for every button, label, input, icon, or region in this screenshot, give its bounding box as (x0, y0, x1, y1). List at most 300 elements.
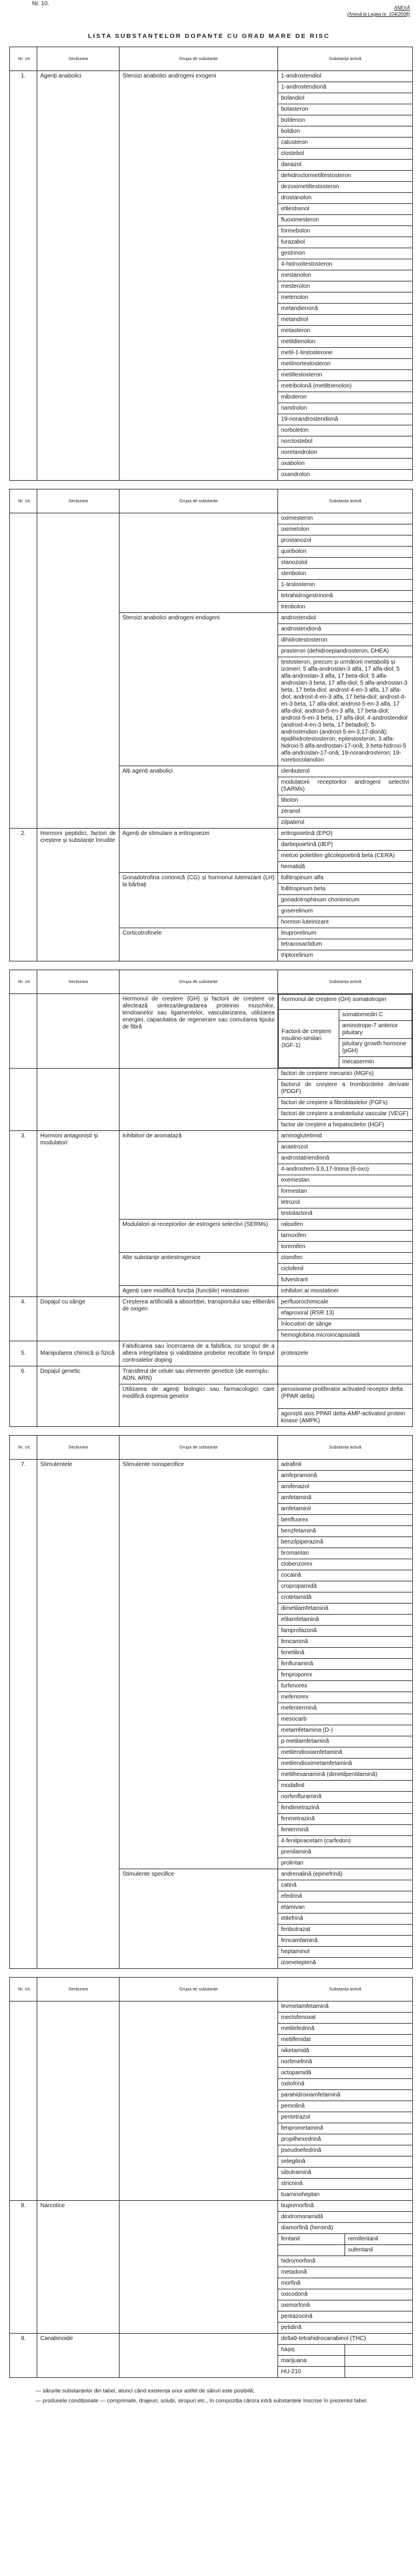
substance-cell: follitropinum beta (278, 884, 413, 895)
substance-cell: raloxifen (278, 1220, 413, 1231)
substance-cell: catină (278, 1880, 413, 1891)
substance-cell: fenmetrazină (278, 1814, 413, 1825)
substance-cell: hormon luteinizant (278, 917, 413, 928)
empty-cell (345, 2367, 412, 2377)
section-name-continued (37, 994, 120, 1069)
substance-cell: 4-fenilpiracetam (carfedon) (278, 1836, 413, 1847)
table-row (10, 71, 413, 82)
footnote-products: — produsele condiționate — comprimate, drajeuri, soluții, siropuri etc., în compoziția cărora intră substanțele înscrise în prezentul tabel. (36, 2398, 368, 2404)
substance-cell: dehidroclormetiltestosteron (278, 171, 413, 182)
substance-cell: dextromoramidă (278, 2212, 413, 2223)
substance-cell: efedrină (278, 1891, 413, 1902)
group-name: Utilizarea de agenți biologici sau farmacologici care modifică expresia genelor (120, 1384, 278, 1427)
col-header-group: Grupa de substanțe (120, 1436, 278, 1460)
substance-cell: norclostebol (278, 436, 413, 447)
igf-item: somatomedin C (339, 1010, 412, 1021)
page-header (0, 0, 418, 47)
substance-cell: metildienolon (278, 337, 413, 348)
cannabis-cell (278, 2356, 413, 2367)
substance-cell: triptorelinum (278, 950, 413, 961)
substance-cell: 1-testosteron (278, 580, 413, 591)
substance-cell: fenproporex (278, 1670, 413, 1681)
substance-cell: oxandrolon (278, 470, 413, 481)
substance-cell: bolasteron (278, 104, 413, 115)
substance-cell: pentetrazol (278, 2112, 413, 2123)
substance-cell: metamfetamina (D-) (278, 1725, 413, 1736)
group-name: Alte substanțe antiestrogenice (120, 1253, 278, 1286)
substance-cell: andrenalină (epinefrină) (278, 1869, 413, 1880)
substance-cell: proteazele (278, 1341, 413, 1366)
substance-cell: furfenorex (278, 1681, 413, 1692)
substance-cell: bromantan (278, 1548, 413, 1559)
table-page (9, 1977, 413, 2378)
substance-cell: adrafinil (278, 1460, 413, 1471)
substance-cell: exemestan (278, 1175, 413, 1186)
substance-cell: pemolină (278, 2101, 413, 2112)
substance-cell: oximesteron (278, 513, 413, 524)
substance-cell: gonadotrophinum chorionicum (278, 895, 413, 906)
substance-cell: factori de creștere mecanici (MGFs) (278, 1069, 413, 1080)
section-number: 9. (10, 2334, 37, 2378)
table-row (10, 1297, 413, 1308)
cannabis-cell (278, 2367, 413, 2378)
substance-cell: stricnină (278, 2179, 413, 2190)
substance-cell: mesocarb (278, 1714, 413, 1725)
table-row (10, 994, 413, 1069)
substance-cell: stenbolon (278, 569, 413, 580)
substance-cell: hașiș (278, 2345, 345, 2355)
substance-cell: androstendiol (278, 613, 413, 624)
substance-cell: zilpaterol (278, 817, 413, 829)
group-name: Agenți de stimulare a eritropoezei (120, 829, 278, 873)
section-name-continued (37, 2001, 120, 2201)
col-header-substance: Substanța activă (278, 1436, 413, 1460)
group-name: Falsificarea sau încercarea de a falsifica, cu scopul de a altera integritatea și validitatea probelor recoltate în timpul controalelor doping (120, 1341, 278, 1366)
substance-cell: peroxisome proliferator activated receptor delta (PPAR delta) (278, 1384, 413, 1409)
substance-cell: izometeptenă (278, 1958, 413, 1969)
table-header-row (10, 1978, 413, 2001)
substance-cell: formestan (278, 1186, 413, 1197)
group-name-continued (120, 1069, 278, 1131)
group-name: Alți agenți anabolici (120, 766, 278, 829)
substance-cell: tetracosactidum (278, 939, 413, 950)
substance-cell: oxabolon (278, 459, 413, 470)
substance-cell: modulatorii receptorilor androgeni selectivi (SARMs) (278, 777, 413, 795)
substance-cell: metilendioximetamfetamină (278, 1759, 413, 1770)
substance-cell: mesterolon (278, 281, 413, 293)
section-number-continued (10, 1069, 37, 1131)
table-row (10, 1366, 413, 1384)
igf-item: pituitary growth hormone (pGH) (339, 1039, 412, 1057)
col-header-nr: Nr. crt. (10, 970, 37, 994)
table-row (10, 1341, 413, 1366)
table-page (9, 489, 413, 961)
substance-cell: 1-androstendiol (278, 71, 413, 82)
substance-cell: metiltestosteron (278, 370, 413, 381)
substance-cell: metilhexanamină (dimetilpentilamină) (278, 1770, 413, 1781)
col-header-nr: Nr. crt. (10, 1436, 37, 1460)
substance-cell: goserelinum (278, 906, 413, 917)
substance-cell: mefentermină (278, 1703, 413, 1714)
substance-cell: factori de creștere a fibroblastelor (FGFs) (278, 1098, 413, 1109)
substance-cell: zeranol (278, 806, 413, 817)
col-header-nr: Nr. crt. (10, 489, 37, 513)
group-name-empty (120, 2334, 278, 2378)
substance-cell: heptaminol (278, 1947, 413, 1958)
substance-cell: clenbuterol (278, 766, 413, 777)
substance-cell: dezoximetiltestosteron (278, 182, 413, 193)
substance-cell: androstatriendionă (278, 1153, 413, 1164)
substance-cell: 19-norandrostendionă (278, 414, 413, 425)
fentanil-split (278, 2245, 412, 2256)
substance-cell: androstendionă (278, 624, 413, 635)
substance-cell: oximetolon (278, 524, 413, 535)
substance-cell: benzfetamină (278, 1526, 413, 1537)
substance-cell: fenprometamină (278, 2123, 413, 2134)
section-number-continued (10, 2001, 37, 2201)
substance-cell: dihidrotestosteron (278, 635, 413, 646)
empty-cell (345, 2345, 412, 2355)
substance-cell: drostanolon (278, 193, 413, 204)
footnotes (0, 2386, 412, 2406)
substance-cell: testosteron, precum și următorii metaboliți și izomeri: 5 alfa-androstan-3 alfa, 17 alfa-diol; 5 alfa-androstan-3 alfa, 17 beta-diol; 5 alfa-androstan-3 beta, 17 alfa-diol; 5 alfa-androstan-3 beta, 17 beta-diol; androst-4-en-3 alfa, 17 alfa-diol; androst-4-en-3 alfa, 17 beta-diol; androst-4-en-3 beta, 17 alfa-diol; androst-5-en-3 alfa, 17 alfa-diol; androst-5-en-3 alfa, 17 beta-diol; androst-5-en-3 beta, 17 alfa-diol; 4-androstendiol (androst-4-en-3 beta, 17 betadiol); 5-androstendion (androst-5-en-3,17-dionă); epidihidrotestosteron; epitestosteron, 3 alfa-hidroxi-5 alfa-androstan-17-onă; 3 beta-hidroxi-5 alfa-androstan-17-onă; 19-norandrosteron; 19-noretiocolanolon (278, 657, 413, 766)
substance-cell: danazol (278, 160, 413, 171)
substance-cell: bolandiol (278, 93, 413, 104)
igf-subtable (278, 994, 412, 1068)
table-page (9, 47, 413, 481)
fentanil-item: sufentanil (348, 2247, 373, 2253)
section-name: Dopajul genetic (37, 1366, 120, 1427)
substance-cell: diamorfină (heroină) (278, 2223, 413, 2234)
group-name: Modulatori ai receptorilor de estrogeni selectivi (SERMs) (120, 1220, 278, 1253)
substance-cell: fulvestrant (278, 1275, 413, 1286)
substance-cell: fencamină (278, 1637, 413, 1648)
substance-cell: cropropamidă (278, 1581, 413, 1592)
col-header-substance: Substanța activă (278, 489, 413, 513)
table-row (10, 2334, 413, 2345)
substance-cell: fendimetrazină (278, 1803, 413, 1814)
group-name-continued (120, 2001, 278, 2201)
section-name: Agenți anabolici (37, 71, 120, 481)
group-name: Hormonul de creștere (GH) și factorii de creștere ce afectează sinteza/degradarea proteinei mușchilor, tendoanelor sau ligamentelor, vascularizarea, utilizarea energiei, capacitatea de regenerare sau comutarea tipului de fibră (120, 994, 278, 1069)
substance-cell: meclofenoxat (278, 2013, 413, 2024)
group-name: Stimulente nonspecifice (120, 1460, 278, 1869)
col-header-nr: Nr. crt. (10, 47, 37, 71)
section-name: Manipularea chimică și fizică (37, 1341, 120, 1366)
annex-law: (Anexă la Legea nr. 104/2008) (347, 12, 410, 17)
col-header-nr: Nr. crt. (10, 1978, 37, 2001)
col-header-section: Secțiunea (37, 1978, 120, 2001)
col-header-substance: Substanța activă (278, 1978, 413, 2001)
group-name: Agenți care modifică funcția (funcțiile) miostatinei (120, 1286, 278, 1297)
group-name: Inhibitori de aromatază (120, 1131, 278, 1220)
substance-cell: efaproxiral (RSR 13) (278, 1308, 413, 1319)
page-title: LISTA SUBSTANȚELOR DOPANTE CU GRAD MARE DE RISC (87, 33, 331, 40)
cannabis-split (278, 2367, 412, 2377)
substance-cell: crotetamidă (278, 1592, 413, 1604)
substance-cell: eritropoietină (EPO) (278, 829, 413, 840)
substance-cell: boldenon (278, 115, 413, 126)
col-header-group: Grupa de substanțe (120, 1978, 278, 2001)
section-name-continued (37, 513, 120, 829)
substance-cell: aminoglutetimid (278, 1131, 413, 1142)
table-header-row (10, 47, 413, 71)
substance-cell: nandrolon (278, 403, 413, 414)
substance-cell: miboleron (278, 392, 413, 403)
substance-cell: sibutramină (278, 2168, 413, 2179)
substance-cell: trenbolon (278, 602, 413, 613)
substance-cell: mefenorex (278, 1692, 413, 1703)
section-name-continued (37, 1069, 120, 1131)
group-name: Corticotrofinele (120, 928, 278, 961)
empty-cell (278, 2245, 345, 2256)
substance-cell: quinbolon (278, 547, 413, 558)
group-name: Creșterea artificială a absorbției, transportului sau eliberării de oxigen (120, 1297, 278, 1341)
substance-cell (278, 1366, 413, 1384)
col-header-substance: Substanța activă (278, 47, 413, 71)
section-number: 1. (10, 71, 37, 481)
substance-cell: metilnortestosteron (278, 359, 413, 370)
section-name: Hormoni peptidici, factori de creștere și substanțe înrudite (37, 829, 120, 961)
substance-cell: toremifen (278, 1242, 413, 1253)
substance-cell: morfină (278, 2278, 413, 2289)
substance-cell: leuprorelinum (278, 928, 413, 939)
substance-cell: inhibitori ai miostatinei (278, 1286, 413, 1297)
table-row (10, 1131, 413, 1142)
substance-cell: hematidă (278, 862, 413, 873)
col-header-section: Secțiunea (37, 489, 120, 513)
substance-cell: cocaină (278, 1570, 413, 1581)
substance-cell: benfluorex (278, 1515, 413, 1526)
substance-cell: norfenfluramină (278, 1792, 413, 1803)
footnote-salts: — sărurile substanțelor din tabel, atunci când existența unor astfel de săruri este posibilă; (36, 2388, 255, 2394)
substance-cell: amfetamină (278, 1493, 413, 1504)
section-name: Stimulentele (37, 1460, 120, 1969)
substance-cell: anastrozol (278, 1142, 413, 1153)
table-page (9, 970, 413, 1427)
substance-cell: etilestrenol (278, 204, 413, 215)
col-header-section: Secțiunea (37, 47, 120, 71)
substance-cell: înlocuitori de sânge (278, 1319, 413, 1330)
substance-cell: delta9-tetrahidrocanabinol (THC) (278, 2334, 413, 2345)
substance-cell: boldion (278, 126, 413, 138)
substance-cell: 4-androstern-3,6,17-triona (6-oxo) (278, 1164, 413, 1175)
fentanil-item: remifentanil (348, 2236, 378, 2242)
col-header-group: Grupa de substanțe (120, 970, 278, 994)
substance-nested-cell (278, 994, 413, 1069)
col-header-section: Secțiunea (37, 970, 120, 994)
substance-cell: 1-androstendionă (278, 82, 413, 93)
col-header-section: Secțiunea (37, 1436, 120, 1460)
substance-cell: tetrahidrogestrinonă (278, 591, 413, 602)
substance-cell: metilefedrină (278, 2024, 413, 2035)
substance-cell: noretandrolon (278, 447, 413, 459)
substance-cell: factor de creștere a hepatocitelor (HGF) (278, 1120, 413, 1131)
substance-cell: gestrinon (278, 248, 413, 259)
substance-cell: tuaminoheptan (278, 2190, 413, 2201)
group-name: Steroizi anabolici androgeni endogeni (120, 613, 278, 766)
group-name: Gonadotrofina corionică (CG) și hormonul luteinizant (LH) la bărbați (120, 873, 278, 928)
substance-cell: amifenazol (278, 1482, 413, 1493)
substance-cell: famprofazonă (278, 1626, 413, 1637)
substance-cell: niketamidă (278, 2046, 413, 2057)
cannabis-cell (278, 2345, 413, 2356)
substance-cell: fencamfamină (278, 1936, 413, 1947)
group-name: Transferul de celule sau elemente genetice (de exemplu: ADN, ARN) (120, 1366, 278, 1384)
group-name-continued (120, 513, 278, 613)
section-name: Canabinoide (37, 2334, 120, 2378)
section-number: 3. (10, 1131, 37, 1297)
substance-cell: clobenzorex (278, 1559, 413, 1570)
table-row (10, 829, 413, 840)
col-header-group: Grupa de substanțe (120, 47, 278, 71)
substance-cell: metilfenidat (278, 2035, 413, 2046)
substance-cell: letrozol (278, 1197, 413, 1208)
fentanil-label: fentanil (278, 2234, 345, 2244)
substance-cell: pseudoefedrină (278, 2145, 413, 2156)
substance-cell: metandriol (278, 315, 413, 326)
substance-cell: tamoxifen (278, 1231, 413, 1242)
substance-cell: testolactonă (278, 1208, 413, 1220)
substance-cell: levmetamfetamină (278, 2001, 413, 2013)
substance-cell: factori de creștere a endoteliului vascular (VEGF) (278, 1109, 413, 1120)
table-row (10, 513, 413, 524)
substance-cell: stanozolol (278, 558, 413, 569)
substance-cell: fenetilină (278, 1648, 413, 1659)
igf-item: aminotrope-7 anterior pituitary (339, 1021, 412, 1039)
substance-cell: metilendioxiamfetamină (278, 1747, 413, 1759)
substance-cell: marijuana (278, 2356, 345, 2366)
substance-cell: fentermină (278, 1825, 413, 1836)
substance-cell: perfluorochimicale (278, 1297, 413, 1308)
table-row (10, 1069, 413, 1080)
fentanil-split (278, 2234, 412, 2244)
substance-cell: prenilamină (278, 1847, 413, 1858)
section-number: 2. (10, 829, 37, 961)
substance-cell: pentazocină (278, 2311, 413, 2323)
substance-cell: amfetaminil (278, 1504, 413, 1515)
section-number: 8. (10, 2201, 37, 2334)
substance-cell: petidină (278, 2323, 413, 2334)
substance-cell: dimetilamfetamină (278, 1604, 413, 1615)
substance-cell: calusteron (278, 138, 413, 149)
section-name: Dopajul cu sânge (37, 1297, 120, 1341)
substance-cell: hemoglobina microincapsulată (278, 1330, 413, 1341)
substance-cell: darbepoietină (dEP) (278, 840, 413, 851)
substance-cell: oximorfonă (278, 2300, 413, 2311)
substance-cell: fenbutrazat (278, 1925, 413, 1936)
substance-cell: etilamfetamină (278, 1615, 413, 1626)
group-name: Stimulente specifice (120, 1869, 278, 1969)
table-page (9, 1435, 413, 1969)
substance-cell: metadonă (278, 2267, 413, 2278)
substance-cell: norboleton (278, 425, 413, 436)
substance-cell: prostanozol (278, 535, 413, 547)
substance-cell: propilhexedrină (278, 2134, 413, 2145)
substance-cell: modafinil (278, 1781, 413, 1792)
substance-cell: oxicodonă (278, 2289, 413, 2300)
substance-cell: etilefrină (278, 1914, 413, 1925)
substance-cell: metasteron (278, 326, 413, 337)
substance-cell: hidromorfonă (278, 2256, 413, 2267)
col-header-group: Grupa de substanțe (120, 489, 278, 513)
empty-cell (345, 2356, 412, 2366)
substance-cell: octopamidă (278, 2068, 413, 2079)
substance-cell: follitropinum alfa (278, 873, 413, 884)
table-header-row (10, 489, 413, 513)
substance-cell: agoniștii axis PPAR delta-AMP-activated protein kinase (AMPK) (278, 1409, 413, 1427)
substance-cell: clomifen (278, 1253, 413, 1264)
substance-cell: fenfluramină (278, 1659, 413, 1670)
substance-cell: norfenefrină (278, 2057, 413, 2068)
section-number: 7. (10, 1460, 37, 1969)
group-name: Steroizi anabolici androgeni exogeni (120, 71, 278, 481)
substance-cell: buprenorfină (278, 2201, 413, 2212)
table-header-row (10, 970, 413, 994)
substance-cell: p-metilamfetamină (278, 1736, 413, 1747)
table-row (10, 2201, 413, 2212)
fentanil-cell (278, 2234, 413, 2245)
substance-cell: tibolon (278, 795, 413, 806)
fentanil-cell (278, 2245, 413, 2256)
substance-cell: furazabol (278, 237, 413, 248)
substance-cell: amfepramonă (278, 1471, 413, 1482)
table-row (10, 2001, 413, 2013)
substance-cell: formebolon (278, 226, 413, 237)
substance-cell: prasteron (dehidroepiandrosteron, DHEA) (278, 646, 413, 657)
section-name: Narcotice (37, 2201, 120, 2334)
substance-cell: oxilofrină (278, 2079, 413, 2090)
substance-cell: hormonul de creștere (GH) somatotropin (279, 995, 412, 1010)
substance-cell: selegilină (278, 2156, 413, 2168)
section-number-continued (10, 994, 37, 1069)
section-number: 5. (10, 1341, 37, 1366)
substance-cell: ciclofenil (278, 1264, 413, 1275)
annex-label: ANEXĂ (394, 5, 410, 10)
cannabis-split (278, 2356, 412, 2366)
igf-label: Factorii de creștere insulino-similari (IGF-1) (279, 1010, 339, 1068)
table-header-row (10, 1436, 413, 1460)
substance-cell: benzilpiperazină (278, 1537, 413, 1548)
substance-cell: factorul de creștere a trombocitelor derivate (PDGF) (278, 1080, 413, 1098)
substance-cell: metribolonă (metiltrienolon) (278, 381, 413, 392)
substance-cell: clostebol (278, 149, 413, 160)
substance-cell: metoxi polietilen glicolepoetină beta (CERA) (278, 851, 413, 862)
document-number: Nr. 10. (32, 1, 50, 7)
substance-cell: prolintan (278, 1858, 413, 1869)
cannabis-split (278, 2345, 412, 2355)
substance-cell: parahidroxiamfetamină (278, 2090, 413, 2101)
group-name (120, 2201, 278, 2334)
substance-table (0, 47, 412, 2378)
section-number: 4. (10, 1297, 37, 1341)
substance-cell: metil-1-testosterone (278, 348, 413, 359)
substance-cell: fluoximesteron (278, 215, 413, 226)
substance-cell: metenolon (278, 293, 413, 304)
annex-reference (347, 5, 410, 17)
substance-cell: etamivan (278, 1902, 413, 1914)
section-number: 6. (10, 1366, 37, 1427)
igf-item: mecasermin (339, 1057, 412, 1068)
section-number-continued (10, 513, 37, 829)
substance-cell: 4-hidroxitestosteron (278, 259, 413, 270)
section-name: Hormoni antagoniști și modulatori (37, 1131, 120, 1297)
col-header-substance: Substanța activă (278, 970, 413, 994)
substance-cell: mestanolon (278, 270, 413, 281)
substance-cell: HU-210 (278, 2367, 345, 2377)
substance-cell: metandienonă (278, 304, 413, 315)
table-row (10, 1460, 413, 1471)
